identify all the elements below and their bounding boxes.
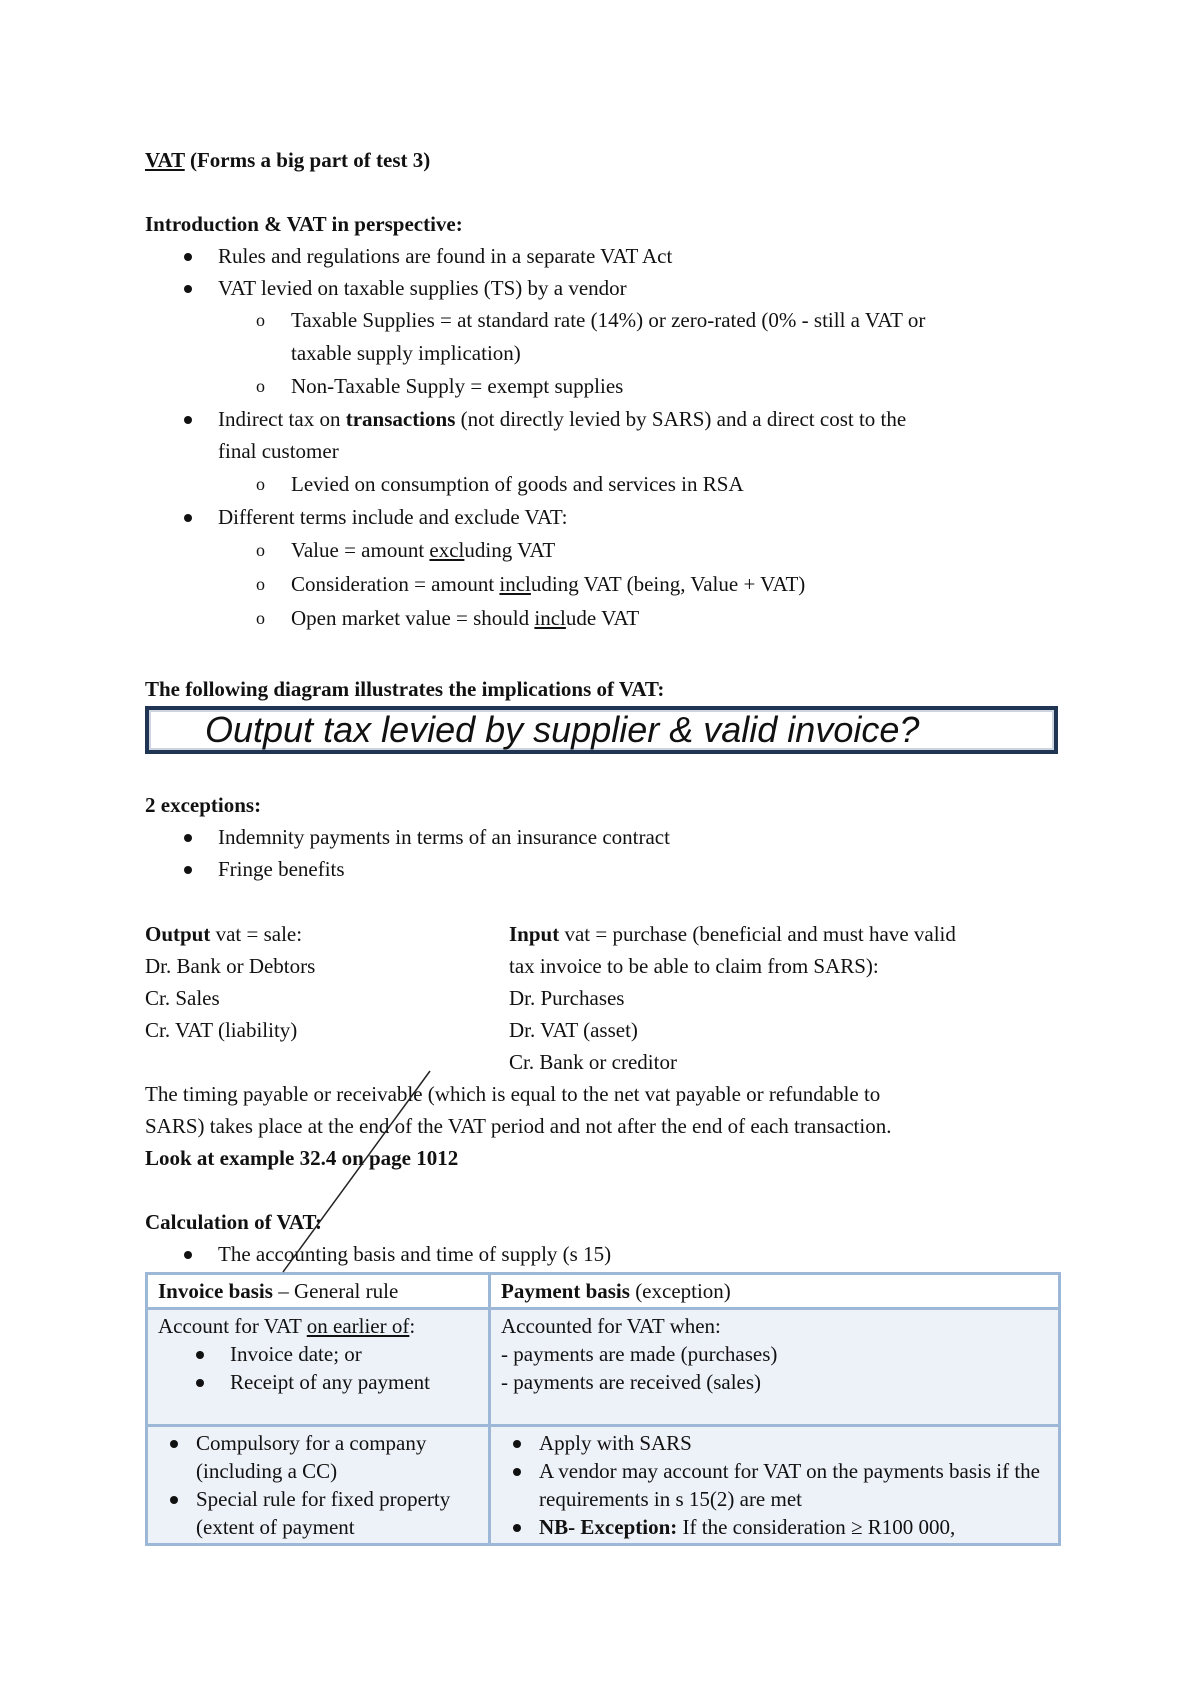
- text-bold: NB- Exception:: [539, 1515, 678, 1539]
- text: Special rule for fixed property (extent of payment: [196, 1487, 451, 1539]
- output-entry-2: Cr. Sales: [145, 986, 220, 1010]
- text-bold: transactions: [345, 407, 456, 431]
- input-entry-2: Dr. VAT (asset): [509, 1018, 638, 1042]
- text: uding VAT (being, Value + VAT): [530, 572, 806, 596]
- sub-bullet-icon: o: [256, 376, 265, 396]
- text: Open market value = should: [291, 606, 535, 630]
- text: :: [409, 1314, 416, 1338]
- input-entry-1: Dr. Purchases: [509, 986, 625, 1010]
- sub-bullet-icon: o: [256, 608, 265, 628]
- text-underline: on earlier of: [306, 1314, 410, 1338]
- text: If the consideration ≥ R100 000,: [677, 1515, 956, 1539]
- intro-heading: Introduction & VAT in perspective:: [145, 212, 463, 236]
- text: A vendor may account for VAT on the payments basis if the requirements in s 15(2) are met: [539, 1459, 1040, 1511]
- intro-bullet-4: Different terms include and exclude VAT:: [218, 505, 568, 529]
- text: (not directly levied by SARS) and a direct cost to the: [455, 407, 907, 431]
- text: (exception): [629, 1279, 731, 1303]
- text: ude VAT: [565, 606, 640, 630]
- timing-line-2: SARS) takes place at the end of the VAT period and not after the end of each transaction.: [145, 1114, 892, 1138]
- text: Indirect tax on: [218, 407, 346, 431]
- exception-item-2: Fringe benefits: [218, 857, 345, 881]
- text: vat = purchase (beneficial and must have valid: [559, 922, 956, 946]
- intro-bullet-3-line2: final customer: [218, 439, 339, 463]
- sub-bullet-icon: o: [256, 310, 265, 330]
- calculation-bullet: The accounting basis and time of supply (s 15): [218, 1242, 612, 1266]
- exceptions-heading: 2 exceptions:: [145, 793, 262, 817]
- text: Invoice date; or: [230, 1342, 362, 1366]
- output-entry-3: Cr. VAT (liability): [145, 1018, 298, 1042]
- text: vat = sale:: [210, 922, 303, 946]
- text: Receipt of any payment: [230, 1370, 431, 1394]
- example-reference: Look at example 32.4 on page 1012: [145, 1146, 459, 1170]
- text-underline: excl: [429, 538, 465, 562]
- input-vat-heading-line2: tax invoice to be able to claim from SARS):: [509, 954, 879, 978]
- text: Consideration = amount: [291, 572, 500, 596]
- text: Value = amount: [291, 538, 430, 562]
- text: Apply with SARS: [539, 1431, 692, 1455]
- diagram-heading: The following diagram illustrates the implications of VAT:: [145, 677, 665, 701]
- input-entry-3: Cr. Bank or creditor: [509, 1050, 677, 1074]
- intro-bullet-1: Rules and regulations are found in a separate VAT Act: [218, 244, 673, 268]
- cell-line: Accounted for VAT when:: [501, 1314, 721, 1338]
- output-entry-1: Dr. Bank or Debtors: [145, 954, 316, 978]
- exception-item-1: Indemnity payments in terms of an insurance contract: [218, 825, 670, 849]
- diagram-banner: Output tax levied by supplier & valid invoice?: [145, 706, 1058, 754]
- cell-line: - payments are made (purchases): [501, 1342, 778, 1366]
- timing-line-1: The timing payable or receivable (which is equal to the net vat payable or refundable to: [145, 1082, 881, 1106]
- text-underline: incl: [534, 606, 566, 630]
- title-rest: (Forms a big part of test 3): [184, 148, 431, 172]
- text: Compulsory for a company (including a CC): [196, 1431, 427, 1483]
- sub-bullet-icon: o: [256, 574, 265, 594]
- text: uding VAT: [464, 538, 556, 562]
- text-bold: Invoice basis: [158, 1279, 273, 1303]
- text-underline: incl: [499, 572, 531, 596]
- text-bold: Input: [509, 922, 560, 946]
- sub-bullet-icon: o: [256, 540, 265, 560]
- intro-sub-3a: Levied on consumption of goods and services in RSA: [291, 472, 744, 496]
- text: – General rule: [272, 1279, 399, 1303]
- text-bold: Output: [145, 922, 211, 946]
- calculation-heading: Calculation of VAT:: [145, 1210, 322, 1234]
- intro-sub-2a-line2: taxable supply implication): [291, 341, 521, 365]
- intro-sub-2a-line1: Taxable Supplies = at standard rate (14%) or zero-rated (0% - still a VAT or: [291, 308, 926, 332]
- sub-bullet-icon: o: [256, 474, 265, 494]
- text-bold: Payment basis: [501, 1279, 630, 1303]
- title-vat: VAT: [145, 148, 185, 172]
- annotation-stroke: [283, 1071, 430, 1272]
- cell-line: - payments are received (sales): [501, 1370, 762, 1394]
- intro-bullet-2: VAT levied on taxable supplies (TS) by a vendor: [218, 276, 627, 300]
- text: Account for VAT: [158, 1314, 307, 1338]
- intro-sub-2b: Non-Taxable Supply = exempt supplies: [291, 374, 624, 398]
